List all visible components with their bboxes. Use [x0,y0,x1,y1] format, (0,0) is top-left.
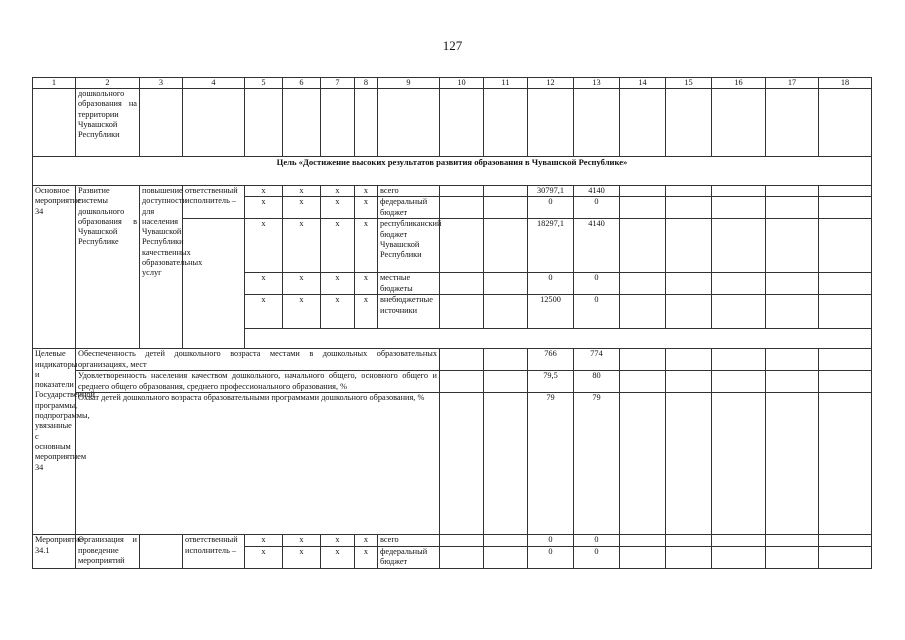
value-col13: 0 [574,546,620,568]
indicator-text: Охват детей дошкольного возраста образовательными программами дошкольного образования, % [76,393,440,535]
value-col12: 0 [528,197,574,219]
x-mark: x [245,186,283,197]
continuation-text: дошкольного образования на территории Чувашской Республики [76,89,140,157]
value-col12: 30797,1 [528,186,574,197]
x-mark: x [283,219,321,273]
x-mark: x [355,546,378,568]
column-number: 11 [484,78,528,89]
value-col13: 4140 [574,186,620,197]
goal-row [33,157,872,186]
column-number: 2 [76,78,140,89]
funding-source: местные бюджеты [378,273,440,295]
x-mark: x [283,186,321,197]
indicator-row [33,371,872,393]
x-mark: x [245,197,283,219]
value-col12: 0 [528,273,574,295]
main-event-title: Развитие системы дошкольного образования в Чувашской Республике [76,186,140,349]
event-title: Организация и проведение мероприятий [76,535,140,568]
x-mark: x [245,273,283,295]
value-col13: 0 [574,197,620,219]
column-number: 12 [528,78,574,89]
column-number-row [33,78,872,89]
value-col13: 0 [574,273,620,295]
indicators-label: Целевые индикаторы и показатели Государственной программы, подпрограммы, увязанные с основным мероприятием 34 [33,349,76,535]
x-mark: x [355,219,378,273]
main-event-label: Основное мероприятие 34 [33,186,76,349]
value-col12: 18297,1 [528,219,574,273]
funding-source: всего [378,535,440,546]
funding-source: всего [378,186,440,197]
column-number: 3 [140,78,183,89]
column-number: 13 [574,78,620,89]
column-number: 10 [440,78,484,89]
indicator-text: Удовлетворенность населения качеством дошкольного, начального общего, основного общего и среднего общего образования, среднего профессионального образования, % [76,371,440,393]
column-number: 16 [712,78,766,89]
x-mark: x [355,273,378,295]
column-number: 9 [378,78,440,89]
continuation-row [33,89,872,157]
x-mark: x [245,219,283,273]
column-number: 6 [283,78,321,89]
column-number: 15 [666,78,712,89]
x-mark: x [321,295,355,329]
x-mark: x [283,197,321,219]
indicator-value-col13: 79 [574,393,620,535]
column-number: 7 [321,78,355,89]
value-col12: 0 [528,535,574,546]
goal-title: Цель «Достижение высоких результатов развития образования в Чувашской Республике» [33,157,872,186]
funding-source: внебюджетные источники [378,295,440,329]
program-table [32,77,872,569]
event-executor: ответственный исполнитель – [183,535,245,568]
x-mark: x [321,273,355,295]
value-col13: 0 [574,535,620,546]
x-mark: x [283,546,321,568]
x-mark: x [321,546,355,568]
value-col13: 4140 [574,219,620,273]
x-mark: x [321,535,355,546]
x-mark: x [355,535,378,546]
column-number: 4 [183,78,245,89]
x-mark: x [283,295,321,329]
indicator-text: Обеспеченность детей дошкольного возраста местами в дошкольных образовательных организациях, мест [76,349,440,371]
x-mark: x [321,186,355,197]
indicator-value-col13: 774 [574,349,620,371]
value-col13: 0 [574,295,620,329]
x-mark: x [355,295,378,329]
funding-source: федеральный бюджет [378,197,440,219]
indicator-row [33,393,872,535]
column-number: 14 [620,78,666,89]
column-number: 5 [245,78,283,89]
x-mark: x [355,197,378,219]
indicator-value-col12: 766 [528,349,574,371]
main-event-executor: ответственный исполнитель – [183,186,245,219]
event-row [33,535,872,546]
indicator-value-col13: 80 [574,371,620,393]
x-mark: x [321,197,355,219]
column-number: 8 [355,78,378,89]
x-mark: x [245,546,283,568]
indicator-value-col12: 79 [528,393,574,535]
main-event-row [33,186,872,197]
column-number: 17 [766,78,819,89]
x-mark: x [245,295,283,329]
main-event-goal: повышение доступности для населения Чувашской Республики качественных образовательных услуг [140,186,183,349]
x-mark: x [283,535,321,546]
column-number: 1 [33,78,76,89]
funding-source: федеральный бюджет [378,546,440,568]
funding-source: республиканский бюджет Чувашской Республики [378,219,440,273]
value-col12: 12500 [528,295,574,329]
x-mark: x [321,219,355,273]
event-label: Мероприятие 34.1 [33,535,76,568]
x-mark: x [283,273,321,295]
value-col12: 0 [528,546,574,568]
indicator-row [33,349,872,371]
page-number: 127 [442,38,463,53]
column-number: 18 [819,78,872,89]
x-mark: x [245,535,283,546]
indicator-value-col12: 79,5 [528,371,574,393]
x-mark: x [355,186,378,197]
